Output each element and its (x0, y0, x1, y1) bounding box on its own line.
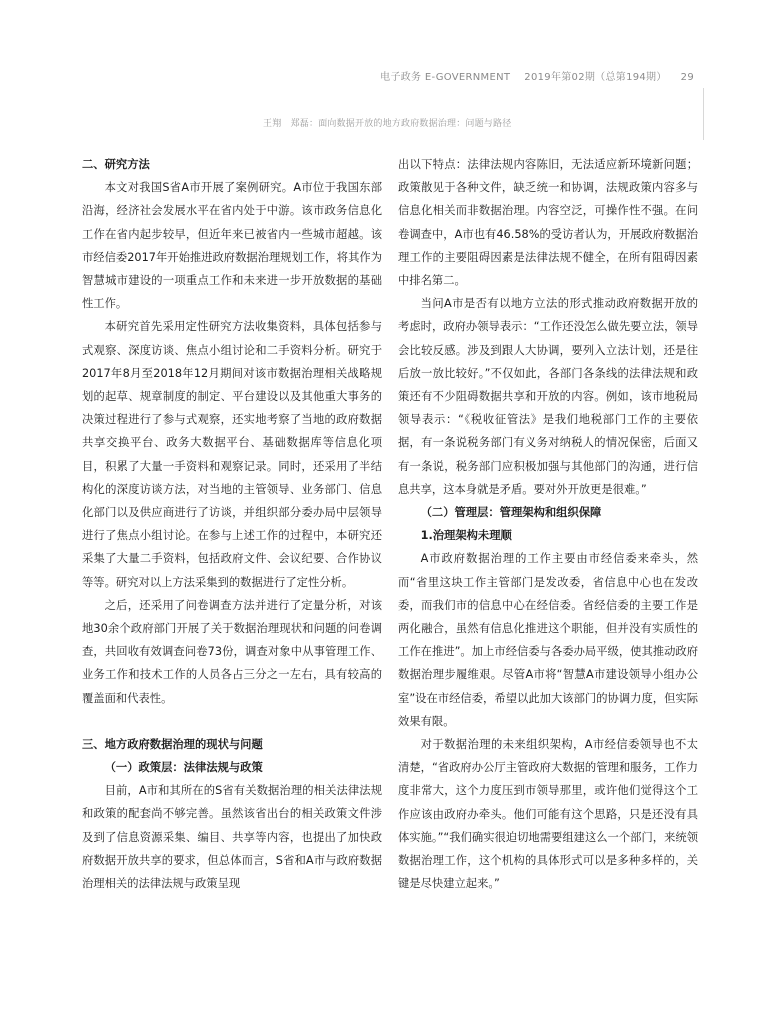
paragraph: A市政府数据治理的工作主要由市经信委来牵头，然而“省里这块工作主管部门是发改委，省信息中心也在发改委，而我们市的信息中心在经信委。省经信委的主要工作是两化融合，虽然有信息化推进这个职能，但并没有实质性的工作在推进”。加上市经信委与各委办局平级，使其推动政府数据治理步履维艰。尽管A市将“智慧A市建设领导小组办公室”设在市经信委，希望以此加大该部门的协调力度，但实际效果有限。 (398, 552, 698, 728)
paragraph: 本文对我国S省A市开展了案例研究。A市位于我国东部沿海，经济社会发展水平在省内处于中游。该市政务信息化工作在省内起步较早，但近年来已被省内一些城市超越。该市经信委2017年开始推进政府数据治理规划工作，将其作为智慧城市建设的一项重点工作和未来进一步开放数据的基础性工作。 (82, 181, 382, 311)
paragraph: 当问A市是否有以地方立法的形式推动政府数据开放的考虑时，政府办领导表示：“工作还没怎么做先要立法，领导会比较反感。涉及到跟人大协调，要列入立法计划，还是往后放一放比较好。”不仅如此，各部门各条线的法律法规和政策还有不少阻碍数据共享和开放的内容。例如，该市地税局领导表示：“《税收征管法》是我们地税部门工作的主要依据，有一条说税务部门有义务对纳税人的情况保密，后面又有一条说，税务部门应积极加强与其他部门的沟通，进行信息共享，这本身就是矛盾。要对外开放更是很难。” (398, 297, 698, 496)
right-column (398, 153, 698, 896)
journal-name: 电子政务 E-GOVERNMENT (380, 72, 511, 83)
section-heading: 二、研究方法 (82, 158, 150, 171)
paragraph: 之后，还采用了问卷调查方法并进行了定量分析，对该地30余个政府部门开展了关于数据治理现状和问题的问卷调查，共回收有效调查问卷73份，调查对象中从事管理工作、业务工作和技术工作的人员各占三分之一左右，具有较高的覆盖面和代表性。 (82, 598, 382, 705)
subsection-heading: （二）管理层：管理架构和组织保障 (420, 506, 602, 520)
article-running-title: 王翔 郑磊：面向数据开放的地方政府数据治理：问题与路径 (263, 119, 512, 129)
running-head (380, 68, 694, 83)
page-number: 29 (680, 72, 694, 83)
paragraph: 出以下特点：法律法规内容陈旧，无法适应新环境新问题；政策散见于各种文件，缺乏统一和协调，法规政策内容多与信息化相关而非数据治理。内容空泛，可操作性不强。在问卷调查中，A市也有46.58%的受访者认为，开展政府数据治理工作的主要阻碍因素是法律法规不健全，在所有阻碍因素中排名第二。 (398, 158, 698, 288)
header-divider (703, 88, 704, 140)
paragraph: 对于数据治理的未来组织架构，A市经信委领导也不太清楚，“省政府办公厅主管政府大数据的管理和服务，工作力度非常大，这个力度压到市领导那里，或许他们觉得这个工作应该由政府办牵头。他们可能有这个思路，只是还没有具体实施。”“我们确实很迫切地需要组建这么一个部门，来统领数据治理工作，这个机构的具体形式可以是多种多样的，关键是尽快建立起来。” (398, 738, 698, 891)
subsubsection-heading: 1.治理架构未理顺 (420, 529, 512, 543)
paragraph: 目前，A市和其所在的S省有关数据治理的相关法律法规和政策的配套尚不够完善。虽然该省出台的相关政策文件涉及到了信息资源采集、编目、共享等内容，也提出了加快政府数据开放共享的要求，但总体而言，S省和A市与政府数据治理相关的法律法规与政策呈现 (82, 784, 382, 891)
paragraph: 本研究首先采用定性研究方法收集资料，具体包括参与式观察、深度访谈、焦点小组讨论和二手资料分析。研究于2017年8月至2018年12月期间对该市数据治理相关战略规划的起草、规章制度的制定、平台建设以及其他重大事务的决策过程进行了参与式观察，还实地考察了当地的政府数据共享交换平台、政务大数据平台、基础数据库等信息化项目，积累了大量一手资料和观察记录。同时，还采用了半结构化的深度访谈方法，对当地的主管领导、业务部门、信息化部门以及供应商进行了访谈，并组织部分委办局中层领导进行了焦点小组讨论。在参与上述工作的过程中，本研究还采集了大量二手资料，包括政府文件、会议纪要、合作协议等等。研究对以上方法采集到的数据进行了定性分析。 (82, 320, 382, 589)
spacer (82, 710, 382, 733)
issue-info: 2019年第02期（总第194期） (524, 72, 667, 83)
left-column (82, 153, 382, 895)
section-heading: 三、地方政府数据治理的现状与问题 (82, 737, 263, 751)
subsection-heading: （一）政策层：法律法规与政策 (104, 761, 263, 775)
